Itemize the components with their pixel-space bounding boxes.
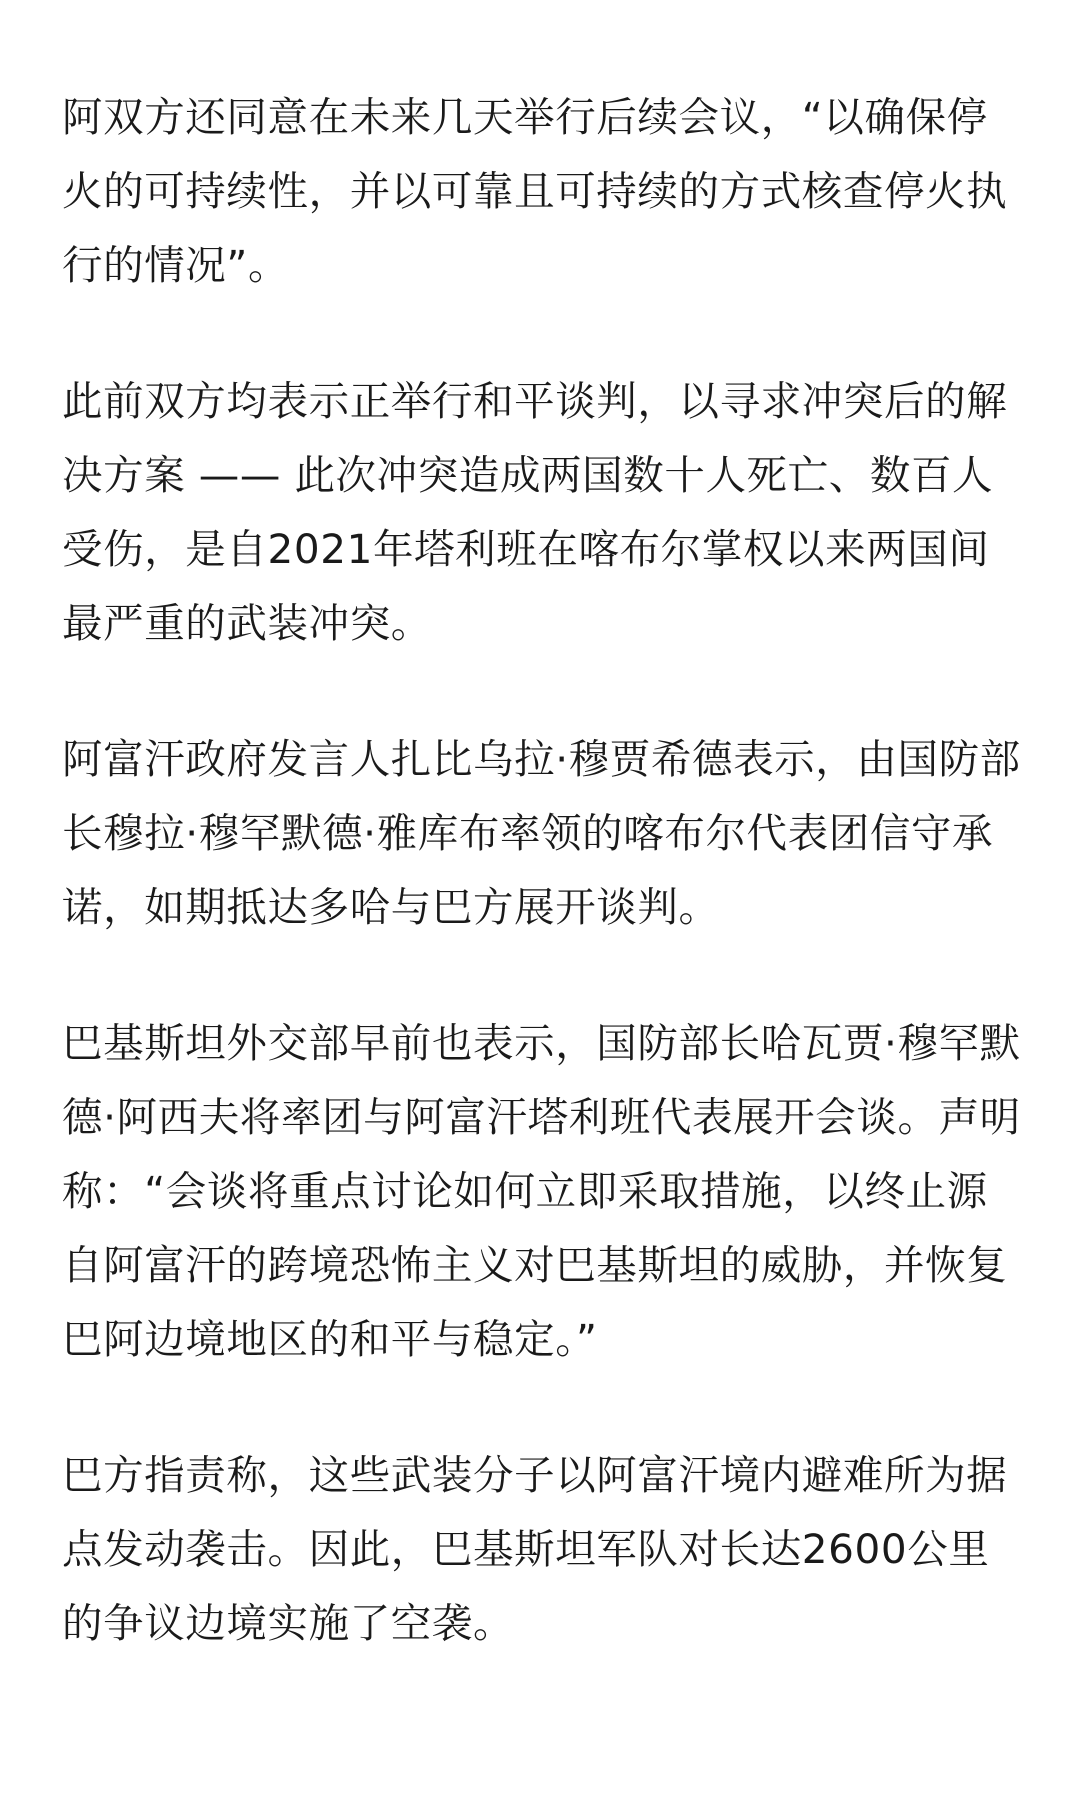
paragraph-pakistan-statement: 巴基斯坦外交部早前也表示，国防部长哈瓦贾·穆罕默德·阿西夫将率团与阿富汗塔利班代表展开会谈。声明称：“会谈将重点讨论如何立即采取措施，以终止源自阿富汗的跨境恐怖主义对巴基斯坦的威胁，并恢复巴阿边境地区的和平与稳定。” (62, 1019, 1021, 1363)
paragraph-follow-up-talks: 阿双方还同意在未来几天举行后续会议，“以确保停火的可持续性，并以可靠且可持续的方式核查停火执行的情况”。 (62, 93, 1008, 289)
article-body (62, 80, 1022, 1660)
paragraph-airstrikes: 巴方指责称，这些武装分子以阿富汗境内避难所为据点发动袭击。因此，巴基斯坦军队对长达2600公里的争议边境实施了空袭。 (62, 1451, 1008, 1647)
paragraph-peace-talks: 此前双方均表示正举行和平谈判，以寻求冲突后的解决方案 —— 此次冲突造成两国数十人死亡、数百人受伤，是自2021年塔利班在喀布尔掌权以来两国间最严重的武装冲突。 (62, 377, 1008, 647)
paragraph-afghan-delegation: 阿富汗政府发言人扎比乌拉·穆贾希德表示，由国防部长穆拉·穆罕默德·雅库布率领的喀布尔代表团信守承诺，如期抵达多哈与巴方展开谈判。 (62, 735, 1021, 931)
